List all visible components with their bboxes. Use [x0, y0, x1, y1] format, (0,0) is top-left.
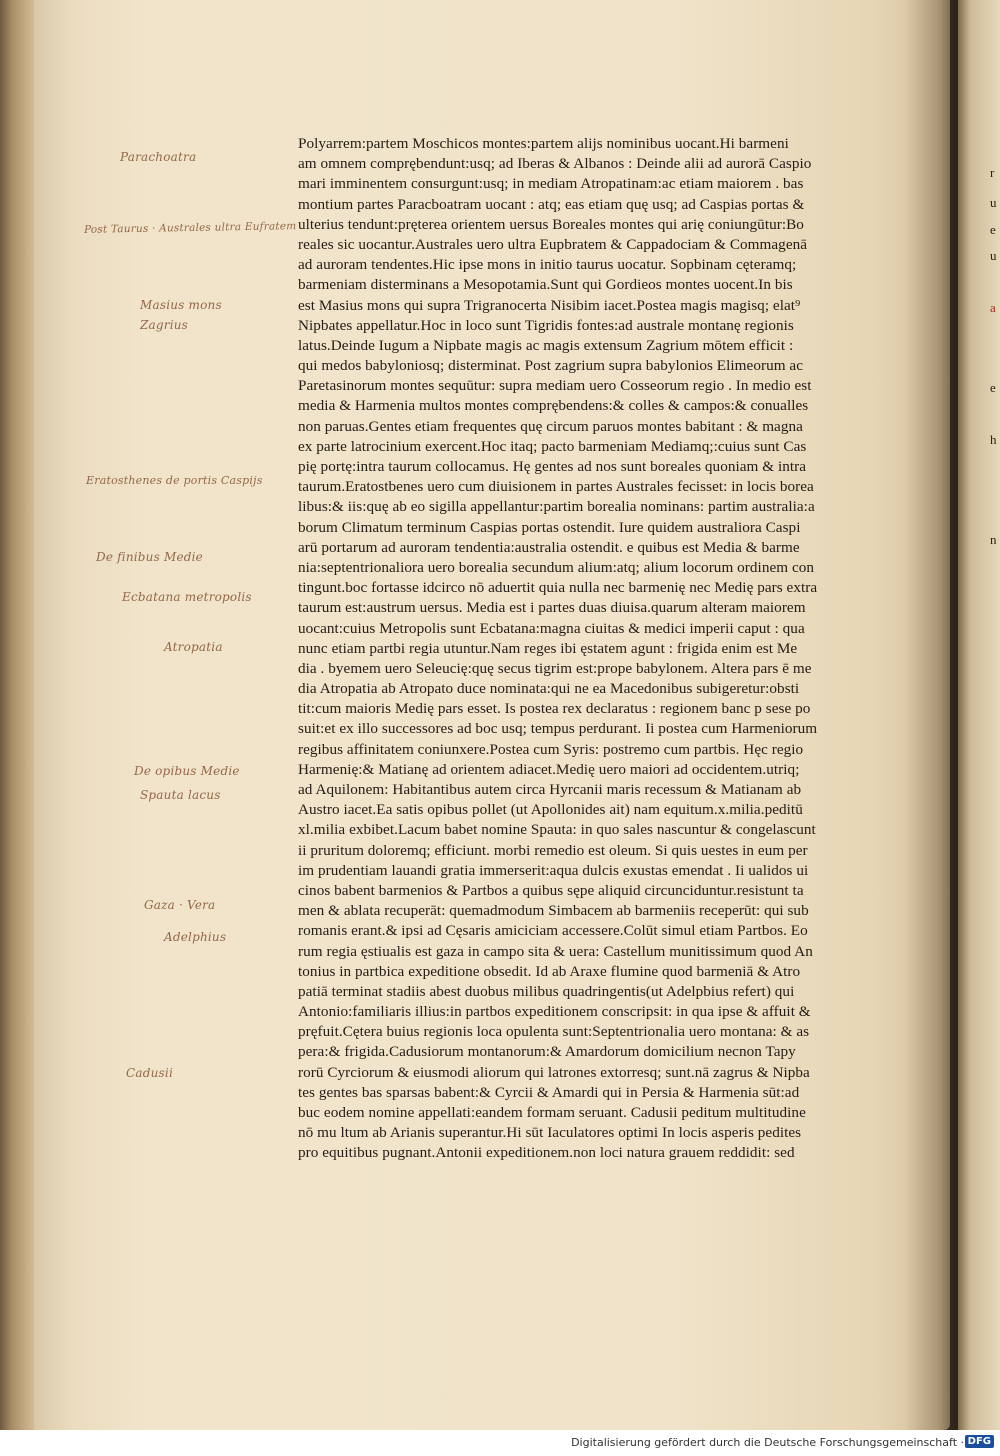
text-line: nō mu ltum ab Arianis superantur.Hi sūt Iaculatores optimi In locis asperis pedites — [298, 1124, 802, 1142]
text-line: romanis erant.& ipsi ad Cęsaris amiciciam accessere.Colūt simul etiam Partbos. Eo — [298, 922, 808, 940]
marginal-note: Eratosthenes de portis Caspijs — [86, 474, 263, 487]
facing-page-glyph: n — [990, 532, 997, 547]
marginal-note: Adelphius — [164, 930, 227, 944]
footer-credit: Digitalisierung gefördert durch die Deutsche Forschungsgemeinschaft · — [571, 1436, 964, 1449]
text-line: Polyarrem:partem Moschicos montes:partem alijs nominibus uocant.Hi barmeni — [298, 135, 789, 152]
text-line: ulterius tendunt:pręterea orientem uersus Boreales montes qui arię coniungūtur:Bo — [298, 215, 804, 233]
text-line: borum Climatum terminum Caspias portas ostendit. Iure quidem australiora Caspi — [298, 518, 801, 536]
text-line: nunc etiam partbi regia utuntur.Nam reges ibi ęstatem agunt : frigida enim est Me — [298, 639, 798, 657]
facing-page-glyph: e — [990, 222, 996, 237]
text-line: mari imminentem consurgunt:usq; in mediam Atropatinam:ac etiam maiorem . bas — [298, 175, 804, 193]
text-line: Austro iacet.Ea satis opibus pollet (ut Apollonides ait) nam equitum.x.milia.peditū — [298, 801, 803, 819]
marginal-note: Spauta lacus — [140, 788, 221, 802]
text-line: pro equitibus pugnant.Antonii expeditionem.non loci natura grauem reddidit: sed — [298, 1144, 795, 1162]
marginal-note: Zagrius — [140, 318, 189, 332]
text-line: am omnem comprębendunt:usq; ad Iberas & Albanos : Deinde alii ad aurorā Caspio — [298, 155, 812, 173]
text-line: dia Atropatia ab Atropato duce nominata:qui ne ea Macedonibus subigeretur:obsti — [298, 680, 800, 698]
text-line: pręfuit.Cętera buius regionis loca opulenta sunt:Septentrionalia uero montana: & as — [298, 1023, 810, 1041]
text-line: tit:cum maioris Medię pars esset. Is postea rex declaratus : regionem banc p sese po — [298, 700, 811, 718]
text-line: ad auroram tendentes.Hic ipse mons in initio taurus uocatur. Sopbinam cęteramq; — [298, 256, 797, 274]
text-line: media & Harmenia multos montes comprębendens:& colles & campos:& conualles — [298, 397, 809, 415]
text-line: men & ablata recuperāt: quemadmodum Simbacem ab barmeniis receperūt: qui sub — [298, 902, 809, 920]
text-line: rum regia ęstiualis est gaza in campo sita & uera: Castellum munitissimum quod An — [298, 942, 813, 960]
main-text-column — [298, 134, 876, 1164]
text-line: libus:& iis:quę ab eo sigilla appellantur:partim borealia nominans: partim australia:a — [298, 498, 815, 516]
facing-page-edge — [958, 0, 1000, 1430]
text-line: taurum est:austrum uersus. Media est i partes duas diuisa.quarum alteram maiorem — [298, 599, 806, 617]
text-line: uocant:cuius Metropolis sunt Ecbatana:magna ciuitas & medici imperii caput : qua — [298, 619, 805, 637]
text-line: pera:& frigida.Cadusiorum montanorum:& Amardorum domicilium necnon Tapy — [298, 1043, 796, 1061]
marginal-note: Parachoatra — [120, 150, 197, 164]
text-line: tingunt.boc fortasse idcirco nō aduertit quia nulla nec barmenię nec Medię pars extra — [298, 579, 818, 597]
facing-page-glyph: h — [990, 432, 997, 447]
text-line: tes gentes bas sparsas babent:& Cyrcii & Amardi qui in Persia & Harmenia sūt:ad — [298, 1083, 800, 1101]
facing-page-glyph: a — [990, 300, 996, 315]
marginal-note: De finibus Medie — [96, 550, 203, 564]
text-line: rorū Cyrciorum & eiusmodi aliorum qui latrones extorresq; sunt.nā zagrus & Nipba — [298, 1063, 810, 1081]
text-line: ex parte latrocinium exercent.Hoc itaq; pacto barmeniam Mediamq;:cuius sunt Cas — [298, 437, 807, 455]
text-line: ii pruritum doloremq; efficiunt. morbi remedio est oleum. Si quis uestes in eum per — [298, 841, 808, 859]
text-line: xl.milia exbibet.Lacum babet nomine Spauta: in quo sales nascuntur & congelascunt — [298, 821, 816, 839]
gutter-shadow — [905, 0, 965, 1430]
text-line: buc eodem nomine appellati:eandem formam seruant. Cadusii peditum multitudine — [298, 1104, 806, 1121]
text-line: pię portę:intra taurum collocamus. Hę gentes ad nos sunt boreales quoniam & intra — [298, 458, 807, 475]
marginal-note: Atropatia — [164, 640, 223, 654]
text-line: Nipbates appellatur.Hoc in loco sunt Tigridis fontes:ad australe montanę regionis — [298, 316, 794, 334]
text-line: latus.Deinde Iugum a Nipbate magis ac magis extensum Zagrium mōtem efficit : — [298, 336, 794, 354]
text-line: arū portarum ad auroram tendentia:australia ostendit. e quibus est Media & barme — [298, 538, 800, 556]
text-line: cinos babent barmenios & Partbos a quibus sępe aliquid circunciduntur.resistunt ta — [298, 881, 804, 899]
text-line: tonius in partbica expeditione obsedit. Id ab Araxe flumine quod barmeniā & Atro — [298, 962, 801, 980]
facing-page-glyph: u — [990, 195, 997, 210]
text-line: Paretasinorum montes sequūtur: supra mediam uero Cosseorum regio . In medio est — [298, 377, 812, 395]
text-line: barmeniam disterminans a Mesopotamia.Sunt qui Gordieos montes uocent.In bis — [298, 276, 793, 294]
text-line: nia:septentrionaliora uero borealia secundum alium:atq; alium locorum ordinem con — [298, 558, 815, 576]
text-line: reales sic uocantur.Australes uero ultra Eupbratem & Cappadociam & Commagenā — [298, 235, 808, 253]
facing-page-glyph: e — [990, 380, 996, 395]
text-line: qui medos babyloniosq; disterminat. Post zagrium supra babylonios Elimeorum ac — [298, 357, 804, 375]
text-line: montium partes Paracboatram uocant : atq; eas etiam quę usq; ad Caspias portas & — [298, 195, 805, 213]
text-line: dia . byemem uero Seleucię:quę secus tigrim est:prope babylonem. Altera pars ē me — [298, 659, 812, 677]
marginal-note: Post Taurus · Australes ultra Eufratem — [83, 220, 297, 236]
text-line: patiā terminat stadiis abest duobus milibus quadringentis(ut Adelpbius refert) qui — [298, 982, 795, 1000]
text-line: ad Aquilonem: Habitantibus autem circa Hyrcanii maris recessum & Matianam ab — [298, 781, 802, 798]
text-line: taurum.Eratostbenes uero cum diuisionem in partes Australes fecisset: in locis borea — [298, 478, 814, 496]
marginal-note: Gaza · Vera — [144, 898, 216, 912]
marginal-note: Cadusii — [126, 1066, 173, 1080]
text-line: suit:et ex illo successores ad boc usq; tempus perdurant. Ii postea cum Harmeniorum — [298, 720, 818, 738]
text-line: Harmenię:& Matianę ad orientem adiacet.Medię uero maiori ad occidentem.utriq; — [298, 760, 800, 778]
facing-page-glyph: u — [990, 248, 997, 263]
dfg-logo: DFG — [965, 1435, 994, 1448]
text-line: est Masius mons qui supra Trigranocerta Nisibim iacet.Postea magis magisq; elat⁹ — [298, 296, 801, 314]
marginal-note: Masius mons — [140, 298, 222, 312]
text-line: regibus affinitatem coniunxere.Postea cum Syris: postremo cum partbis. Hęc regio — [298, 740, 804, 758]
text-line: non paruas.Gentes etiam frequentes quę circum paruos montes babitant : & magna — [298, 417, 803, 435]
marginal-note: De opibus Medie — [134, 764, 240, 778]
text-line: im prudentiam lauandi gratia immerserit:aqua dulcis exustas emendat . Ii ualidos ui — [298, 861, 809, 879]
marginal-note: Ecbatana metropolis — [122, 590, 252, 604]
text-line: Antonio:familiaris illius:in partbos expeditionem conscripsit: in qua ipse & affuit & — [298, 1003, 811, 1021]
facing-page-glyph: r — [990, 165, 995, 180]
